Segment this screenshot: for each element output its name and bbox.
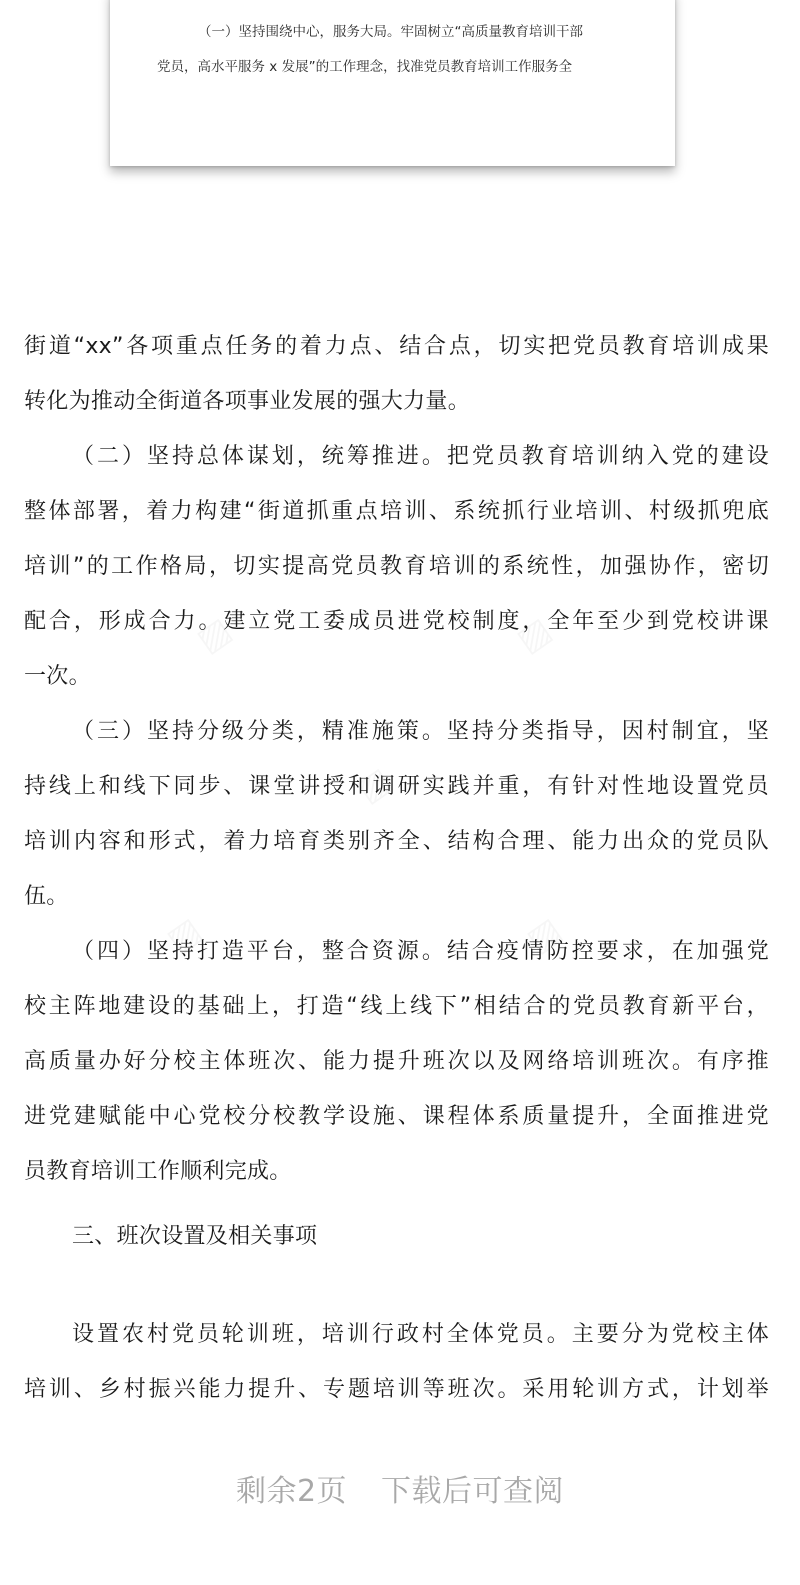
paragraph-4-heading: （四）坚持打造平台，整合资源。结合疫情防控要求，在加强党 [72,939,769,964]
download-to-view-text: 下载后可查阅 [381,1474,565,1509]
preview-page-card [110,0,675,166]
body-line: 配合，形成合力。建立党工委成员进党校制度，全年至少到党校讲课 [24,609,769,634]
body-line: 培训”的工作格局，切实提高党员教育培训的系统性，加强协作，密切 [24,554,769,579]
paragraph-2-heading: （二）坚持总体谋划，统筹推进。把党员教育培训纳入党的建设 [72,444,769,469]
body-line: 伍。 [24,884,69,909]
body-line: 整体部署，着力构建“街道抓重点培训、系统抓行业培训、村级抓兜底 [24,499,769,524]
body-line: 培训内容和形式，着力培育类别齐全、结构合理、能力出众的党员队 [24,829,769,854]
section-heading: 三、班次设置及相关事项 [72,1224,318,1249]
remaining-pages-text: 剩余2页 [235,1474,348,1509]
body-line: 街道“xx”各项重点任务的着力点、结合点，切实把党员教育培训成果 [24,334,769,359]
body-line: 设置农村党员轮训班，培训行政村全体党员。主要分为党校主体 [72,1322,769,1347]
preview-line-2: 党员，高水平服务 x 发展”的工作理念，找准党员教育培训工作服务全 [157,59,573,75]
body-line: 持线上和线下同步、课堂讲授和调研实践并重，有针对性地设置党员 [24,774,769,799]
paragraph-3-heading: （三）坚持分级分类，精准施策。坚持分类指导，因村制宜，坚 [72,719,769,744]
body-line: 高质量办好分校主体班次、能力提升班次以及网络培训班次。有序推 [24,1049,769,1074]
body-line: 培训、乡村振兴能力提升、专题培训等班次。采用轮训方式，计划举 [24,1377,769,1402]
body-line: 校主阵地建设的基础上，打造“线上线下”相结合的党员教育新平台， [24,994,769,1019]
preview-line-1: （一）坚持围绕中心，服务大局。牢固树立“高质量教育培训干部 [198,24,583,40]
body-line: 一次。 [24,664,91,689]
download-prompt[interactable] [0,1462,800,1522]
body-line: 转化为推动全街道各项事业发展的强大力量。 [24,389,471,414]
body-line: 员教育培训工作顺利完成。 [24,1159,292,1184]
body-line: 进党建赋能中心党校分校教学设施、课程体系质量提升，全面推进党 [24,1104,769,1129]
